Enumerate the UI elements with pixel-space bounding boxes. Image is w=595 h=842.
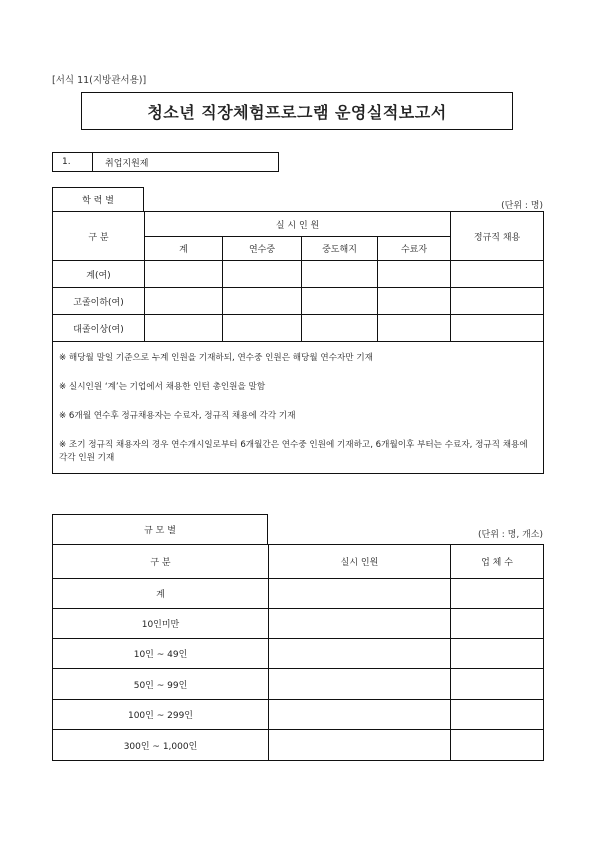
table1-header-col: 중도해지 (302, 237, 378, 261)
table1-header-col: 연수중 (223, 237, 302, 261)
table-row (53, 639, 544, 669)
table-cell[interactable] (302, 288, 378, 315)
table-cell[interactable] (269, 639, 451, 669)
table-cell[interactable] (378, 288, 451, 315)
table-row (53, 730, 544, 761)
row-label: 100인 ~ 299인 (53, 700, 269, 730)
table-cell[interactable] (269, 669, 451, 700)
table1-header-col: 수료자 (378, 237, 451, 261)
table1-tab-label (52, 187, 144, 211)
note-text: ※ 6개월 연수후 정규채용자는 수료자, 정규직 채용에 각각 기재 (59, 411, 296, 421)
section-number: 1. (53, 153, 93, 171)
table-cell[interactable] (302, 261, 378, 288)
table-cell[interactable] (145, 261, 223, 288)
table-cell[interactable] (145, 315, 223, 342)
table1-header-group: 실 시 인 원 (145, 212, 451, 237)
table-cell[interactable] (223, 315, 302, 342)
note-text: ※ 실시인원 ‘계’는 기업에서 채용한 인턴 총인원을 말함 (59, 382, 266, 392)
table-cell[interactable] (145, 288, 223, 315)
document-title-text: 청소년 직장체험프로그램 운영실적보고서 (147, 102, 447, 122)
document-title (81, 92, 513, 130)
table-cell[interactable] (451, 261, 544, 288)
table-row (53, 609, 544, 639)
table-row (53, 315, 544, 342)
table-row (53, 669, 544, 700)
table2-header-category: 구 분 (53, 545, 269, 579)
row-label: 300인 ~ 1,000인 (53, 730, 269, 761)
table1-header-col: 계 (145, 237, 223, 261)
table-cell[interactable] (378, 261, 451, 288)
table-cell[interactable] (451, 730, 544, 761)
table-cell[interactable] (451, 669, 544, 700)
table-cell[interactable] (451, 639, 544, 669)
notes-box (53, 342, 544, 474)
table2-header-companies: 업 체 수 (451, 545, 544, 579)
row-label: 계 (53, 579, 269, 609)
table-cell[interactable] (223, 261, 302, 288)
table-cell[interactable] (269, 609, 451, 639)
row-label: 10인 ~ 49인 (53, 639, 269, 669)
section-header (52, 152, 279, 172)
table2-tab-label-text: 규 모 별 (144, 526, 176, 536)
table2-header-count: 실시 인원 (269, 545, 451, 579)
table-cell[interactable] (223, 288, 302, 315)
table1-header-last: 정규직 채용 (451, 212, 544, 261)
table1-header-category: 구 분 (53, 212, 145, 261)
section-label: 취업지원제 (105, 158, 149, 169)
table-row (53, 700, 544, 730)
table-cell[interactable] (451, 700, 544, 730)
table1-tab-label-text: 학 력 별 (82, 196, 114, 206)
row-label: 50인 ~ 99인 (53, 669, 269, 700)
table-by-education (52, 211, 544, 474)
table2-tab-label (52, 514, 268, 544)
row-label: 계(여) (53, 261, 145, 288)
form-label: [서식 11(지방관서용)] (52, 75, 147, 86)
row-label: 10인미만 (53, 609, 269, 639)
table-row (53, 579, 544, 609)
table-row (53, 261, 544, 288)
table1-unit: (단위 : 명) (501, 201, 543, 211)
table-cell[interactable] (269, 730, 451, 761)
row-label: 고졸이하(여) (53, 288, 145, 315)
note-text: ※ 해당월 말일 기준으로 누계 인원을 기재하되, 연수중 인원은 해당월 연수자만 기재 (59, 353, 373, 363)
table-cell[interactable] (451, 609, 544, 639)
table-cell[interactable] (451, 288, 544, 315)
table-cell[interactable] (451, 315, 544, 342)
table-cell[interactable] (269, 579, 451, 609)
table-cell[interactable] (302, 315, 378, 342)
note-text: ※ 조기 정규직 채용자의 경우 연수개시일로부터 6개월간은 연수중 인원에 기재하고, 6개월이후 부터는 수료자, 정규직 채용에 각각 인원 기재 (59, 440, 528, 463)
table-cell[interactable] (269, 700, 451, 730)
table-cell[interactable] (451, 579, 544, 609)
table-cell[interactable] (378, 315, 451, 342)
table-row (53, 288, 544, 315)
table-by-size (52, 544, 544, 761)
table2-unit: (단위 : 명, 개소) (478, 530, 543, 540)
row-label: 대졸이상(여) (53, 315, 145, 342)
